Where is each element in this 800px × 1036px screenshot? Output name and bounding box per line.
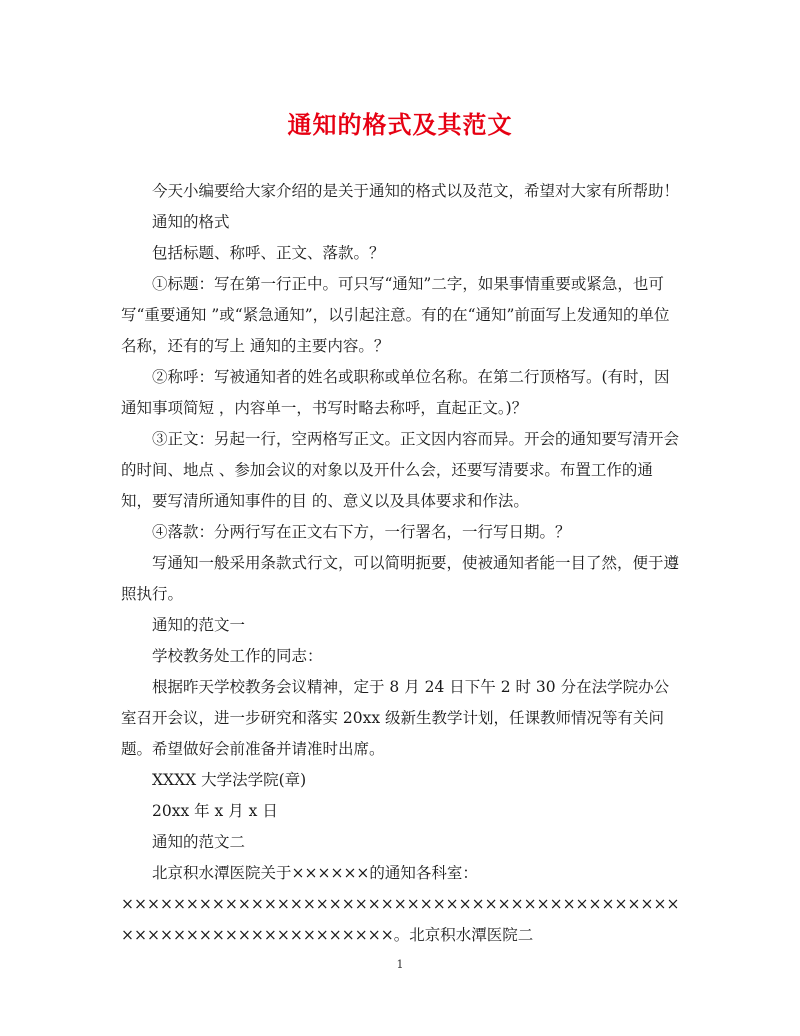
paragraph-format-parts: 包括标题、称呼、正文、落款。？	[152, 244, 385, 262]
paragraph-example-one-body: 根据昨天学校教务会议精神，定于 8 月 24 日下午 2 时 30 分在法学院办公室召开会议，进一步研究和落实 20xx 级新生教学计划，任课教师情况等有关问题。希望做好会前准备并请准时出席。	[121, 678, 670, 758]
paragraph-example-one-heading: 通知的范文一	[152, 616, 246, 634]
paragraph-intro: 今天小编要给大家介绍的是关于通知的格式以及范文，希望对大家有所帮助！	[152, 182, 680, 200]
paragraph-example-two-title: 北京积水潭医院关于××××××的通知各科室：	[152, 864, 478, 882]
paragraph-title-rule: ①标题：写在第一行正中。可只写“通知”二字，如果事情重要或紧急，也可写“重要通知 ”或“紧急通知”，以引起注意。有的在“通知”前面写上发通知的单位名称，还有的写上 通知的主要内容。？	[121, 275, 670, 355]
paragraph-example-two-heading: 通知的范文二	[152, 833, 246, 851]
paragraph-signature-rule: ④落款：分两行写在正文右下方，一行署名，一行写日期。？	[152, 523, 571, 541]
paragraph-example-one-signature: XXXX 大学法学院(章)	[152, 771, 307, 789]
paragraph-example-one-date: 20xx 年 x 月 x 日	[152, 802, 278, 820]
paragraph-salutation-rule: ②称呼：写被通知者的姓名或职称或单位名称。在第二行顶格写。(有时，因通知事项简短 ，内容单一，书写时略去称呼，直起正文。)？	[121, 368, 670, 417]
paragraph-example-two-body: ××××××××××××××××××××××××××××××××××××××××××××××××××××××××××××××××。北京积水潭医院二	[121, 895, 680, 944]
paragraph-body-rule: ③正文：另起一行，空两格写正文。正文因内容而异。开会的通知要写清开会的时间、地点 、参加会议的对象以及开什么会，还要写清要求。布置工作的通知，要写清所通知事件的目 的、意义以及具体要求和作法。	[121, 430, 680, 510]
document-body	[121, 176, 681, 951]
paragraph-writing-tip: 写通知一般采用条款式行文，可以简明扼要，使被通知者能一目了然，便于遵照执行。	[121, 554, 680, 603]
document-title: 通知的格式及其范文	[287, 110, 513, 139]
paragraph-example-one-salutation: 学校教务处工作的同志：	[152, 647, 323, 665]
paragraph-section-heading-format: 通知的格式	[152, 213, 230, 231]
page-number: 1	[396, 958, 404, 971]
